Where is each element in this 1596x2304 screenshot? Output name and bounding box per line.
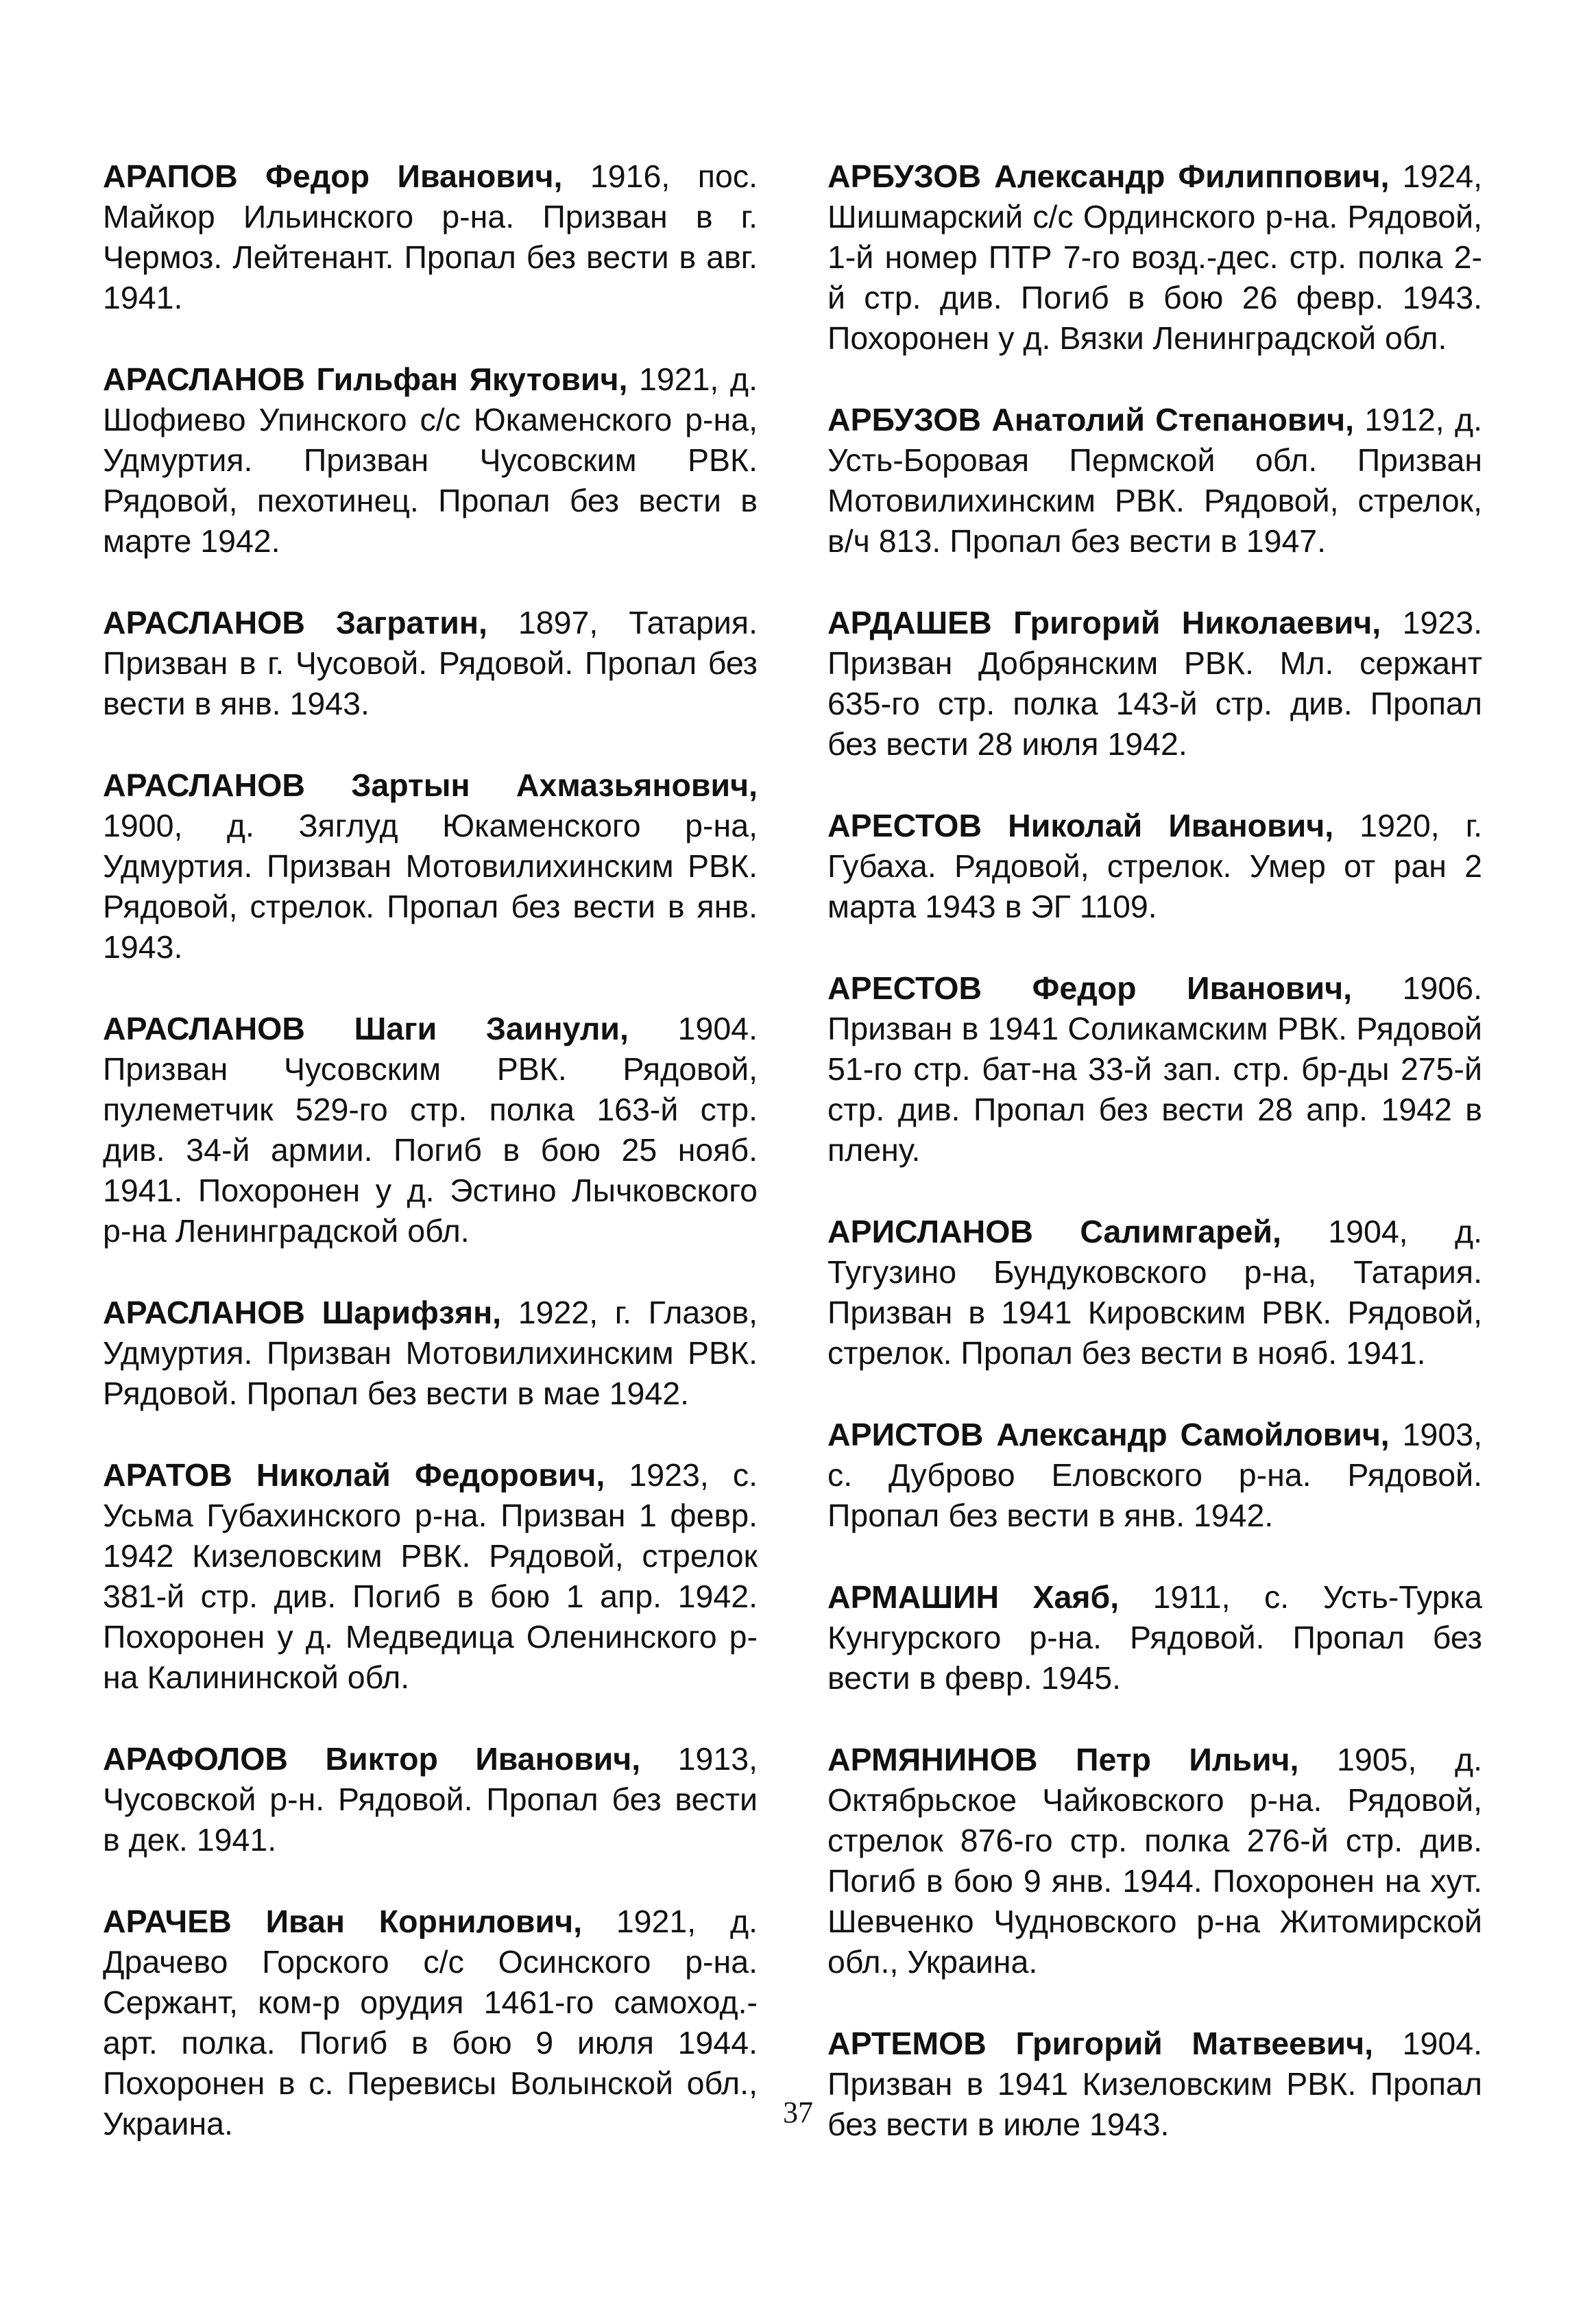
entry-text: 1924, Шишмарский с/с Ординского р-на. Рядовой, 1-й номер ПТР 7-го возд.-дес. стр. полка 2-й стр. див. Погиб в бою 26 февр. 1943. Похоронен у д. Вязки Ленинградской обл. [827,158,1482,356]
entry-name: АРАФОЛОВ Виктор Иванович, [103,1741,641,1777]
entry-name: АРАСЛАНОВ Загратин, [103,605,487,640]
entry-text: 1920, г. Губаха. Рядовой, стрелок. Умер от ран 2 марта 1943 в ЭГ 1109. [827,808,1482,924]
entry-name: АРТЕМОВ Григорий Матвеевич, [827,2026,1374,2061]
entry [827,1577,1482,1699]
entry-text: 1904. Призван Чусовским РВК. Рядовой, пулеметчик 529-го стр. полка 163-й стр. див. 34-й армии. Погиб в бою 25 нояб. 1941. Похоронен у д. Эстино Лычковского р-на Ленинградской обл. [103,1011,758,1249]
entry [103,156,758,318]
entry-name: АРБУЗОВ Анатолий Степанович, [827,402,1355,437]
entry [827,806,1482,927]
entry-name: АРИСЛАНОВ Салимгарей, [827,1214,1281,1249]
entry [827,1212,1482,1373]
entry-text: 1900, д. Зяглуд Юкаменского р-на, Удмуртия. Призван Мотовилихинским РВК. Рядовой, стрелок. Пропал без вести в янв. 1943. [103,808,758,965]
entry-name: АРЕСТОВ Федор Иванович, [827,970,1352,1006]
entry-text: 1916, пос. Майкор Ильинского р-на. Призван в г. Чермоз. Лейтенант. Пропал без вести в авг. 1941. [103,158,758,315]
entry-name: АРАЧЕВ Иван Корнилович, [103,1904,583,1939]
entry [827,156,1482,359]
entry [827,968,1482,1171]
entry-text: 1922, г. Глазов, Удмуртия. Призван Мотовилихинским РВК. Рядовой. Пропал без вести в мае 1942. [103,1295,758,1411]
entry [103,1739,758,1860]
entry-name: АРАТОВ Николай Федорович, [103,1457,605,1493]
entry-text: 1904. Призван в 1941 Кизеловским РВК. Пропал без вести в июле 1943. [827,2026,1483,2142]
entry-name: АРМАШИН Хаяб, [827,1579,1120,1615]
entry [103,1293,758,1414]
entry [827,603,1482,765]
entry [827,1415,1482,1536]
entry-text: 1921, д. Шофиево Упинского с/с Юкаменского р-на, Удмуртия. Призван Чусовским РВК. Рядовой, пехотинец. Пропал без вести в марте 1942. [103,361,758,559]
entry-text: 1923. Призван Добрянским РВК. Мл. сержант 635-го стр. полка 143-й стр. див. Пропал без вести 28 июля 1942. [827,605,1482,762]
entry-name: АРБУЗОВ Александр Филиппович, [827,158,1390,194]
entry-text: 1906. Призван в 1941 Соликамским РВК. Рядовой 51-го стр. бат-на 33-й зап. стр. бр-ды 275-й стр. див. Пропал без вести 28 апр. 1942 в плену. [827,970,1483,1168]
entry-text: 1913, Чусовской р-н. Рядовой. Пропал без вести в дек. 1941. [103,1741,758,1858]
entry-name: АРАСЛАНОВ Шарифзян, [103,1295,502,1330]
entry [103,359,758,562]
entry-name: АРАСЛАНОВ Шаги Заинули, [103,1011,629,1046]
entry-text: 1903, с. Дуброво Еловского р-на. Рядовой. Пропал без вести в янв. 1942. [827,1417,1482,1533]
entry-name: АРАСЛАНОВ Гильфан Якутович, [103,361,628,397]
entry [103,1455,758,1698]
entry-name: АРМЯНИНОВ Петр Ильич, [827,1742,1299,1777]
left-column [103,156,758,2185]
entry-name: АРИСТОВ Александр Самойлович, [827,1417,1390,1452]
entry [827,1740,1482,1982]
entry-text: 1921, д. Драчево Горского с/с Осинского р-на. Сержант, ком-р орудия 1461-го самоход.-арт. полка. Погиб в бою 9 июля 1944. Похоронен в с. Перевисы Волынской обл., Украина. [103,1904,758,2141]
entry-text: 1897, Татария. Призван в г. Чусовой. Рядовой. Пропал без вести в янв. 1943. [103,605,758,721]
entry [827,400,1482,562]
right-column [827,156,1482,2186]
entry [103,1009,758,1251]
entry [103,603,758,724]
entry [103,765,758,968]
entry-name: АРАСЛАНОВ Зартын Ахмазьянович, [103,767,758,803]
entry-text: 1911, с. Усть-Турка Кунгурского р-на. Рядовой. Пропал без вести в февр. 1945. [827,1579,1482,1696]
entry-name: АРАПОВ Федор Иванович, [103,158,563,194]
entry-name: АРЕСТОВ Николай Иванович, [827,808,1334,843]
page-number: 37 [783,2096,813,2129]
entry-name: АРДАШЕВ Григорий Николаевич, [827,605,1381,640]
entry-text: 1904, д. Тугузино Бундуковского р-на, Татария. Призван в 1941 Кировским РВК. Рядовой, стрелок. Пропал без вести в нояб. 1941. [827,1214,1483,1371]
entry-text: 1905, д. Октябрьское Чайковского р-на. Рядовой, стрелок 876-го стр. полка 276-й стр. див. Погиб в бою 9 янв. 1944. Похоронен на хут. Шевченко Чудновского р-на Житомирской обл., Украина. [827,1742,1482,1980]
entry-text: 1923, с. Усьма Губахинского р-на. Призван 1 февр. 1942 Кизеловским РВК. Рядовой, стрелок 381-й стр. див. Погиб в бою 1 апр. 1942. Похоронен у д. Медведица Оленинского р-на Калининской обл. [103,1457,758,1695]
entry-text: 1912, д. Усть-Боровая Пермской обл. Призван Мотовилихинским РВК. Рядовой, стрелок, в/ч 813. Пропал без вести в 1947. [827,402,1483,559]
